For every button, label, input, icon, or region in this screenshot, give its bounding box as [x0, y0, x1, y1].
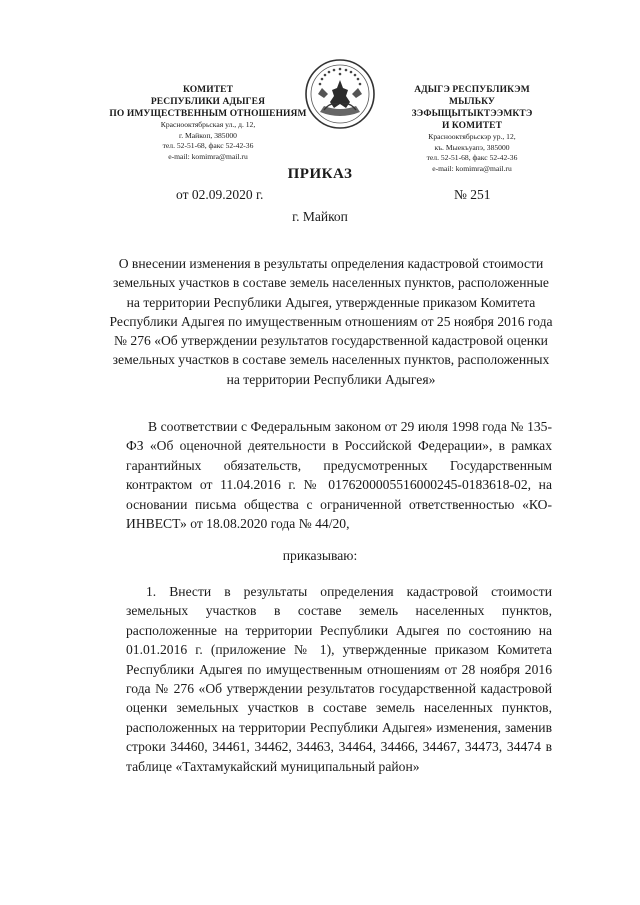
org-name-ady-line1: АДЫГЭ РЕСПУБЛИКЭМ	[414, 85, 530, 95]
document-date: от 02.09.2020 г.	[176, 187, 264, 202]
org-name-ady-line2: МЫЛЬКУ ЗЭФЫЩЫТЫКТЭЭМКТЭ	[411, 97, 533, 119]
order-word: приказываю:	[282, 548, 358, 563]
address-ady-line1: Краснооктябрьскэр ур., 12,	[428, 132, 516, 141]
email-ru: e-mail: komimra@mail.ru	[168, 151, 248, 161]
header-left	[108, 84, 308, 162]
document-city: г. Майкоп	[292, 209, 348, 224]
header-right	[394, 84, 550, 174]
phone-ady: тел. 52-51-68, факс 52-42-36	[426, 153, 518, 162]
address-ru-line2: г. Майкоп, 385000	[179, 130, 237, 140]
org-name-ady-line3: И КОМИТЕТ	[441, 121, 503, 131]
order-item-1: 1. Внести в результаты определения кадастровой стоимости земельных участков в составе земель населенных пунктов, расположенные на территории Республики Адыгея по состоянию на 01.01.2016 г. (приложение № 1), утвержденные приказом Комитета Республики Адыгея по имущественным отношениям от 28 ноября 2016 года № 276 «Об утверждении результатов государственной кадастровой оценки земельных участков в составе земель населенных пунктов, расположенных на территории Республики Адыгея» изменения, заменив строки 34460, 34461, 34462, 34463, 34464, 34466, 34467, 34473, 34474 в таблице «Тахтамукайский муниципальный район»	[126, 584, 552, 774]
address-ru-line1: Краснооктябрьская ул., д. 12,	[160, 120, 256, 129]
document-type: ПРИКАЗ	[287, 166, 353, 182]
org-name-ru-line2: РЕСПУБЛИКИ АДЫГЕЯ	[150, 97, 266, 107]
address-ady-line2: къ. Мыекъуапэ, 385000	[434, 142, 510, 152]
phone-ru: тел. 52-51-68, факс 52-42-36	[162, 141, 254, 150]
coat-of-arms-icon	[304, 58, 376, 130]
document-number: № 251	[454, 187, 491, 202]
document-title: О внесении изменения в результаты определения кадастровой стоимости земельных участков в составе земель населенных пунктов, расположенные на территории Республики Адыгея, утвержденные приказом Комитета Республики Адыгея по имущественным отношениям от 25 ноября 2016 года № 276 «Об утверждении результатов государственной кадастровой оценки земельных участков в составе земель населенных пунктов, расположенных на территории Республики Адыгея»	[109, 256, 553, 387]
org-name-ru-line1: КОМИТЕТ	[182, 85, 234, 95]
preamble-paragraph: В соответствии с Федеральным законом от 29 июля 1998 года № 135-ФЗ «Об оценочной деятельности в Российской Федерации», в рамках гарантийных обязательств, предусмотренных Государственным контрактом от 11.04.2016 г. № 0176200005516000245-0183618-02, на основании письма общества с ограниченной ответственностью «КО-ИНВЕСТ» от 18.08.2020 года № 44/20,	[126, 419, 552, 532]
org-name-ru-line3: ПО ИМУЩЕСТВЕННЫМ ОТНОШЕНИЯМ	[109, 109, 307, 119]
email-ady: e-mail: komimra@mail.ru	[432, 163, 512, 173]
